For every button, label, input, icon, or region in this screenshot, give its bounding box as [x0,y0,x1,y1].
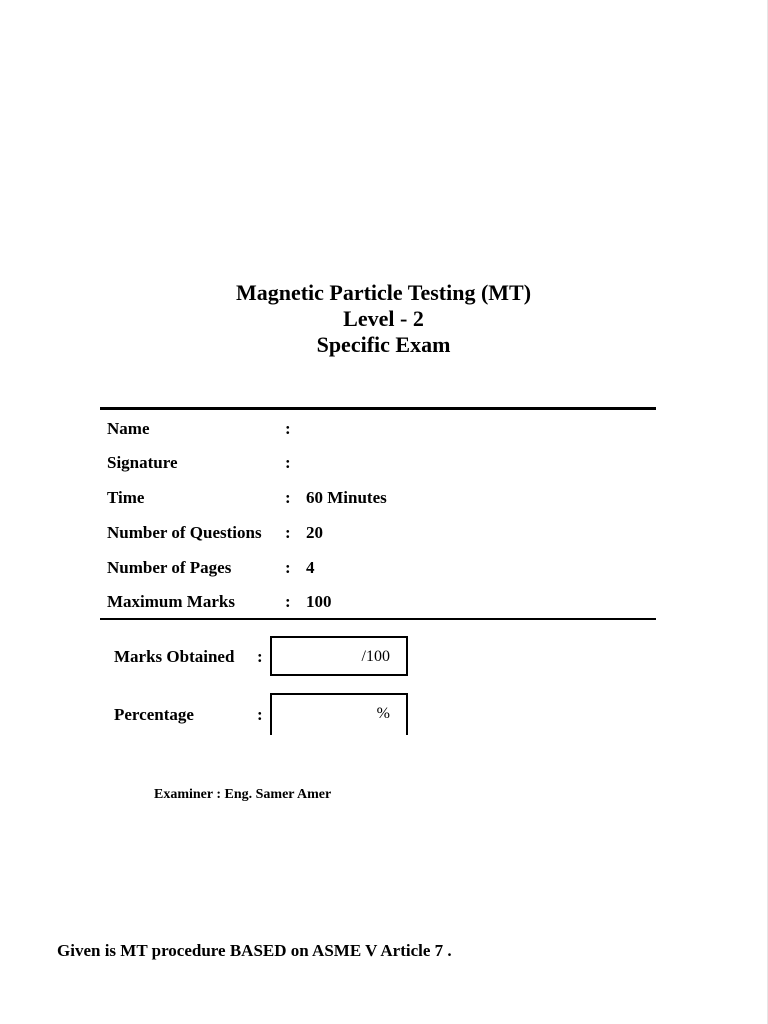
info-label: Number of Questions [107,523,262,542]
info-colon: : [285,523,291,542]
info-label: Name [107,419,150,438]
percentage-colon: : [257,705,263,724]
info-colon: : [285,592,291,611]
info-value: 60 Minutes [306,488,387,507]
info-colon: : [285,453,291,472]
exam-level: Level - 2 [343,306,424,331]
marks-obtained-box[interactable] [270,636,408,676]
percentage-value: % [376,705,390,722]
marks-obtained-label: Marks Obtained [114,647,235,666]
info-value: 20 [306,523,323,542]
examiner-line: Examiner : Eng. Samer Amer [154,787,332,802]
info-label: Signature [107,453,178,472]
info-value: 100 [306,592,332,611]
marks-colon: : [257,647,263,666]
exam-type: Specific Exam [316,332,451,357]
info-colon: : [285,558,291,577]
info-colon: : [285,419,291,438]
info-value: 4 [306,558,315,577]
info-colon: : [285,488,291,507]
marks-obtained-value: /100 [361,648,390,665]
info-label: Time [107,488,145,507]
percentage-label: Percentage [114,705,194,724]
exam-title-block [0,280,768,358]
exam-title: Magnetic Particle Testing (MT) [235,280,532,305]
procedure-note: Given is MT procedure BASED on ASME V Article 7 . [57,941,452,960]
info-label: Number of Pages [107,558,232,577]
top-rule [100,407,656,410]
info-label: Maximum Marks [107,592,235,611]
bottom-rule [100,618,656,620]
percentage-box[interactable] [270,693,408,735]
